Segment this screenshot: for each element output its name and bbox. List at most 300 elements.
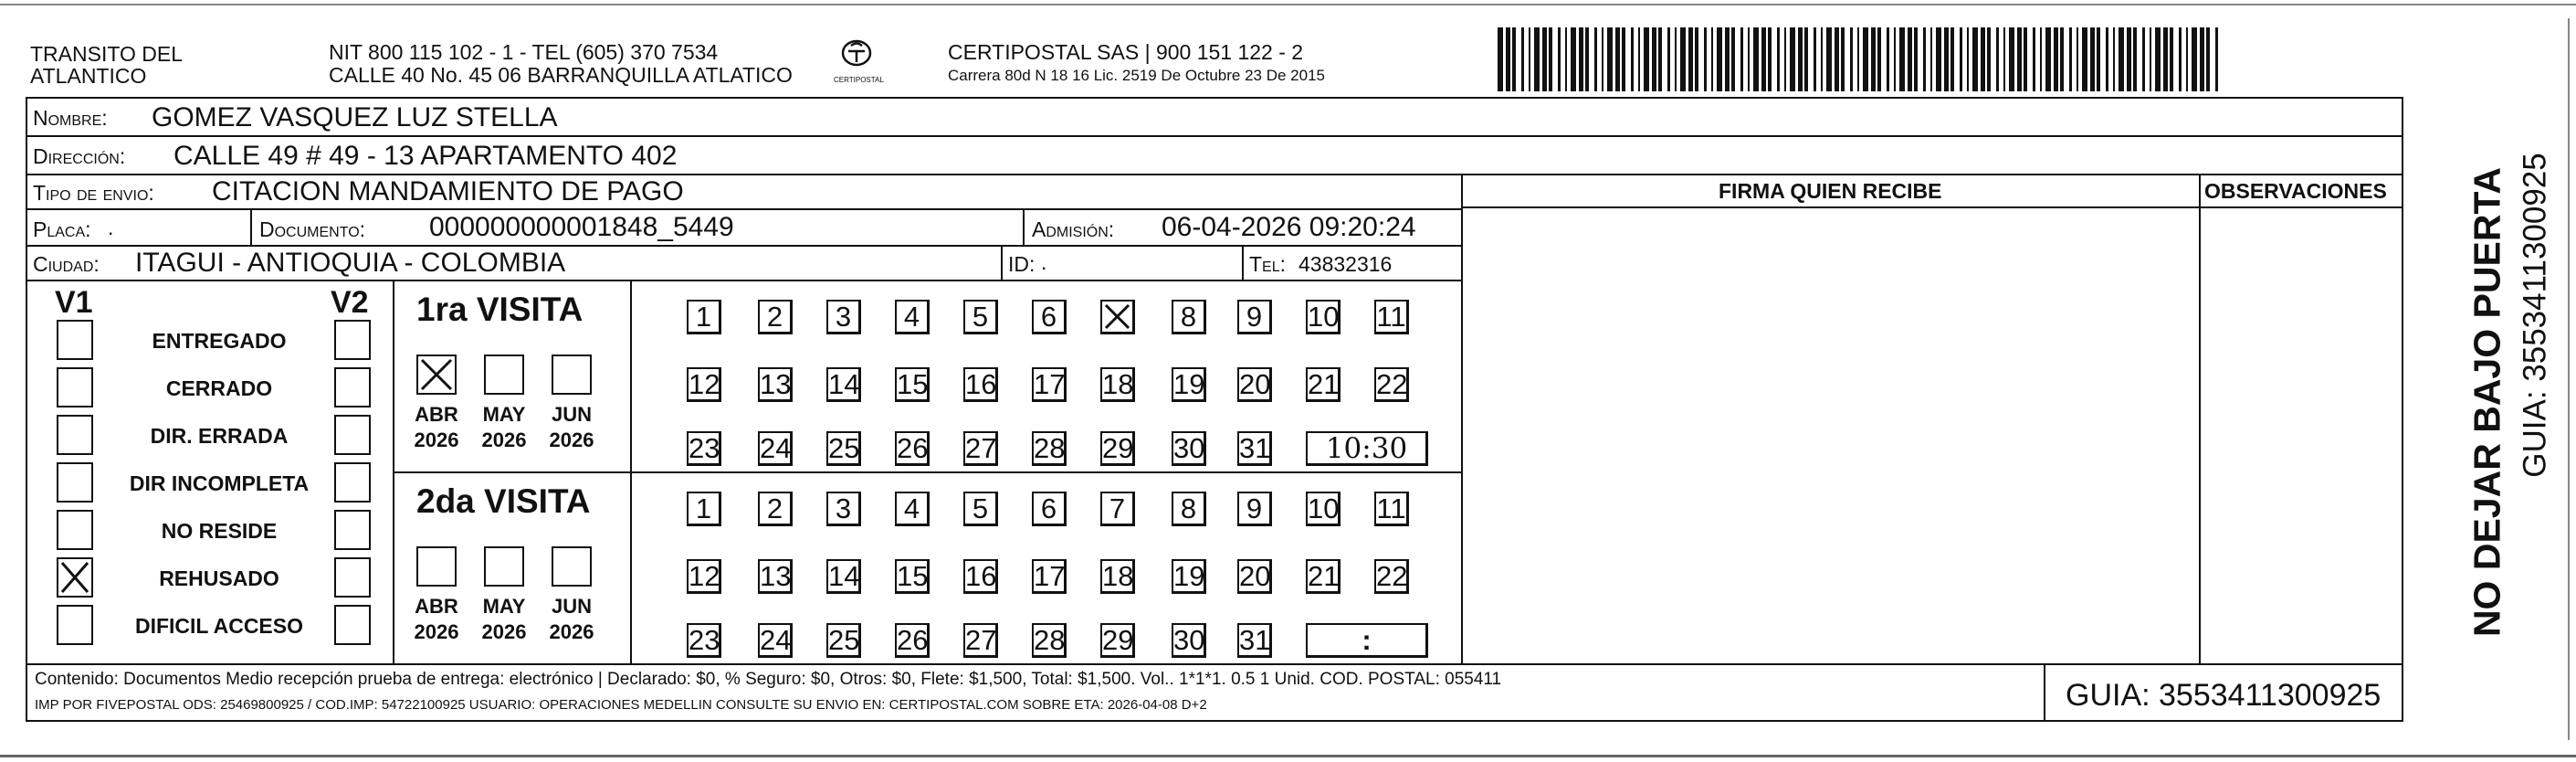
day-box[interactable]: [1306, 300, 1341, 334]
day-number: 8: [1180, 301, 1197, 333]
day-number: 8: [1180, 492, 1197, 524]
barcode-bar: [1826, 27, 1832, 91]
v1-checkbox[interactable]: [57, 510, 93, 550]
day-box[interactable]: [758, 623, 793, 658]
day-number: 27: [965, 432, 997, 464]
day-number: 19: [1173, 560, 1205, 592]
month-checkbox[interactable]: [552, 546, 592, 587]
day-box[interactable]: [1032, 431, 1067, 466]
day-number: 26: [897, 624, 929, 656]
year-label: 2026: [481, 429, 527, 451]
day-box[interactable]: [1374, 492, 1409, 526]
day-box[interactable]: [895, 559, 930, 594]
barcode-bar: [2142, 27, 2145, 91]
nombre-value: GOMEZ VASQUEZ LUZ STELLA: [152, 102, 558, 132]
day-box[interactable]: [1100, 623, 1135, 658]
barcode-bar: [1506, 27, 1510, 91]
barcode-bar: [2106, 27, 2108, 91]
day-box[interactable]: [963, 431, 998, 466]
day-box[interactable]: [1172, 623, 1206, 658]
day-number: 10: [1308, 301, 1340, 333]
barcode-bar: [2215, 27, 2218, 91]
col-line: [1001, 245, 1003, 280]
certipostal-logo: [834, 38, 884, 90]
day-box[interactable]: [1237, 623, 1272, 658]
year-label: 2026: [481, 620, 527, 643]
day-number: 15: [897, 560, 929, 592]
day-number: 23: [689, 432, 720, 464]
day-number: 14: [828, 560, 860, 592]
day-number: 30: [1173, 624, 1205, 656]
row-line: [26, 174, 2403, 175]
day-box[interactable]: [1374, 367, 1409, 402]
day-box[interactable]: [687, 492, 721, 526]
day-box[interactable]: [1172, 431, 1206, 466]
tipo-envio-value: CITACION MANDAMIENTO DE PAGO: [212, 176, 684, 206]
day-number: 29: [1102, 624, 1134, 656]
day-box[interactable]: [826, 367, 861, 402]
day-box[interactable]: [1032, 623, 1067, 658]
v1-checkbox[interactable]: [57, 462, 93, 503]
barcode-bar: [2113, 27, 2115, 91]
status-label: REHUSADO: [159, 566, 279, 590]
logo-mark-icon: [835, 38, 878, 75]
v2-checkbox[interactable]: [334, 557, 371, 598]
day-number: 9: [1246, 301, 1263, 333]
barcode-bar: [2003, 27, 2005, 91]
barcode-bar: [1798, 27, 1803, 91]
day-box[interactable]: [1237, 367, 1272, 402]
barcode-bar: [1711, 27, 1713, 91]
barcode: [1498, 27, 2228, 91]
barcode-bar: [1748, 27, 1750, 91]
imp-line: IMP POR FIVEPOSTAL ODS: 25469800925 / COD.IMP: 54722100925 USUARIO: OPERACIONES MEDELLIN CONSULTE SU ENVIO EN: CERTIPOSTAL.COM SOBRE ETA: 2026-04-08 D+2: [35, 697, 1207, 713]
day-box[interactable]: [826, 623, 861, 658]
barcode-bar: [1542, 27, 1547, 91]
day-number: 11: [1376, 492, 1406, 524]
tipo-envio-label: Tipo de envio:: [33, 181, 154, 205]
barcode-bar: [1680, 27, 1686, 91]
x-mark-icon: [418, 356, 455, 393]
barcode-bar: [1571, 27, 1576, 91]
barcode-bar: [2069, 27, 2072, 91]
day-number: 12: [689, 560, 720, 592]
day-box[interactable]: [1306, 559, 1341, 594]
id-label: ID:: [1008, 252, 1036, 276]
day-box[interactable]: [687, 367, 721, 402]
barcode-bar: [1753, 27, 1759, 91]
day-box[interactable]: [1032, 367, 1067, 402]
barcode-bar: [2024, 27, 2027, 91]
day-number: 16: [965, 560, 997, 592]
documento-label: Documento:: [259, 217, 366, 241]
year-label: 2026: [414, 620, 459, 643]
company-name-line2: ATLANTICO: [30, 64, 147, 88]
barcode-bar: [2060, 27, 2064, 91]
day-box[interactable]: [826, 492, 861, 526]
barcode-bar: [1602, 27, 1603, 91]
day-box[interactable]: [687, 431, 721, 466]
vertical-title: NO DEJAR BAJO PUERTA: [2466, 166, 2508, 638]
barcode-bar: [2054, 27, 2058, 91]
barcode-bar: [1996, 27, 1999, 91]
v1-label: V1: [55, 285, 93, 320]
admision-label: Admisión:: [1032, 217, 1115, 241]
day-number: 20: [1239, 560, 1271, 592]
placa-value: .: [108, 216, 114, 239]
day-number: 15: [897, 368, 929, 400]
year-label: 2026: [549, 620, 594, 643]
barcode-bar: [1622, 27, 1625, 91]
barcode-bar: [2082, 27, 2087, 91]
barcode-bar: [2163, 27, 2168, 91]
day-box[interactable]: [1237, 300, 1272, 334]
barcode-bar: [1731, 27, 1735, 91]
barcode-bar: [1784, 27, 1786, 91]
visit-split-line: [393, 471, 1461, 473]
day-number: 31: [1239, 624, 1271, 656]
day-box[interactable]: [1237, 559, 1272, 594]
month-checkbox[interactable]: [484, 546, 524, 587]
day-number: 17: [1034, 560, 1066, 592]
x-mark-icon: [58, 559, 91, 596]
day-number: 25: [828, 624, 860, 656]
barcode-bar: [2150, 27, 2151, 91]
v2-label: V2: [331, 285, 369, 320]
barcode-bar: [1981, 27, 1985, 91]
barcode-bar: [1930, 27, 1932, 91]
day-number: 24: [760, 624, 792, 656]
v1-checkbox[interactable]: [57, 605, 93, 645]
barcode-bar: [1877, 27, 1881, 91]
barcode-bar: [1899, 27, 1905, 91]
barcode-bar: [1740, 27, 1743, 91]
barcode-bar: [2133, 27, 2137, 91]
day-box[interactable]: [687, 623, 721, 658]
day-number: 18: [1102, 560, 1134, 592]
v2-checkbox[interactable]: [334, 320, 371, 360]
day-box[interactable]: [895, 300, 930, 334]
day-box[interactable]: [963, 492, 998, 526]
day-number: 13: [760, 368, 792, 400]
barcode-bar: [2009, 27, 2014, 91]
barcode-bar: [1936, 27, 1941, 91]
col-line: [250, 208, 252, 245]
bottom-edge: [0, 755, 2576, 757]
v2-checkbox[interactable]: [334, 367, 371, 407]
day-box[interactable]: [963, 367, 998, 402]
day-box[interactable]: [963, 559, 998, 594]
day-number: 29: [1102, 432, 1134, 464]
row-line: [26, 280, 1461, 281]
month-checkbox[interactable]: [416, 546, 457, 587]
barcode-bar: [1549, 27, 1552, 91]
v1-checkbox[interactable]: [57, 320, 93, 360]
day-number: 28: [1034, 432, 1066, 464]
barcode-bar: [1887, 27, 1889, 91]
barcode-bar: [1594, 27, 1597, 91]
day-box[interactable]: [1374, 300, 1409, 334]
day-number: 23: [689, 624, 720, 656]
day-box[interactable]: [1100, 300, 1135, 334]
year-label: 2026: [414, 429, 459, 451]
day-box[interactable]: [1172, 559, 1206, 594]
day-box[interactable]: [895, 367, 930, 402]
day-number: 27: [965, 624, 997, 656]
barcode-bar: [1695, 27, 1698, 91]
barcode-bar: [1638, 27, 1640, 91]
day-number: 6: [1040, 301, 1057, 333]
barcode-bar: [2090, 27, 2095, 91]
day-box[interactable]: [895, 492, 930, 526]
barcode-bar: [2077, 27, 2078, 91]
v2-checkbox[interactable]: [334, 462, 371, 503]
status-label: DIFICIL ACCESO: [134, 614, 303, 638]
right-edge: [2568, 18, 2570, 740]
barcode-bar: [2200, 27, 2204, 91]
day-number: 4: [903, 492, 920, 524]
day-box[interactable]: [1306, 367, 1341, 402]
month-label: MAY: [482, 595, 526, 618]
day-number: 28: [1034, 624, 1066, 656]
time-box[interactable]: 10:30: [1306, 431, 1428, 466]
barcode-bar: [1529, 27, 1530, 91]
day-number: 7: [1109, 492, 1126, 524]
day-number: 24: [760, 432, 792, 464]
day-number: 14: [828, 368, 860, 400]
placa-label: Placa:: [33, 217, 91, 241]
day-number: 19: [1173, 368, 1205, 400]
barcode-bar: [1944, 27, 1949, 91]
barcode-bar: [1987, 27, 1991, 91]
day-number: 13: [760, 560, 792, 592]
barcode-bar: [1835, 27, 1839, 91]
status-label: DIR. ERRADA: [150, 424, 289, 448]
day-box[interactable]: [1032, 300, 1067, 334]
barcode-bar: [1804, 27, 1808, 91]
barcode-bar: [1644, 27, 1649, 91]
barcode-bar: [1914, 27, 1918, 91]
day-number: 9: [1246, 492, 1263, 524]
barcode-bar: [2045, 27, 2051, 91]
day-number: 21: [1308, 368, 1340, 400]
status-label: NO RESIDE: [161, 519, 278, 543]
ciudad-label: Ciudad:: [33, 252, 100, 276]
day-number: 4: [903, 301, 920, 333]
firma-header: FIRMA QUIEN RECIBE: [1719, 179, 1942, 203]
day-number: 22: [1376, 560, 1408, 592]
day-box[interactable]: [1100, 559, 1135, 594]
day-number: 11: [1376, 301, 1406, 333]
day-number: 25: [828, 432, 860, 464]
day-box[interactable]: [826, 431, 861, 466]
day-box[interactable]: [758, 559, 793, 594]
barcode-bar: [2127, 27, 2131, 91]
barcode-bar: [1565, 27, 1567, 91]
day-box[interactable]: [1306, 492, 1341, 526]
barcode-bar: [1725, 27, 1730, 91]
year-label: 2026: [549, 429, 594, 451]
day-number: 3: [835, 301, 852, 333]
day-box[interactable]: [1032, 559, 1067, 594]
day-number: 22: [1376, 368, 1408, 400]
barcode-bar: [1512, 27, 1516, 91]
day-box[interactable]: [758, 367, 793, 402]
barcode-bar: [1857, 27, 1859, 91]
day-box[interactable]: [1032, 492, 1067, 526]
barcode-bar: [2179, 27, 2182, 91]
x-mark-icon: [1102, 302, 1132, 332]
barcode-bar: [1615, 27, 1620, 91]
barcode-bar: [1667, 27, 1670, 91]
day-number: 20: [1239, 368, 1271, 400]
barcode-bar: [1675, 27, 1677, 91]
tel-value: 43832316: [1299, 252, 1393, 276]
day-box[interactable]: [1172, 300, 1206, 334]
barcode-bar: [1704, 27, 1707, 91]
day-box[interactable]: [1237, 431, 1272, 466]
col-line: [1023, 208, 1025, 245]
day-number: 31: [1239, 432, 1271, 464]
day-number: 12: [689, 368, 720, 400]
month-checkbox[interactable]: [484, 355, 524, 395]
v2-checkbox[interactable]: [334, 605, 371, 645]
barcode-bar: [1585, 27, 1589, 91]
barcode-bar: [1850, 27, 1853, 91]
day-box[interactable]: [687, 559, 721, 594]
day-number: 1: [695, 301, 712, 333]
company-name-line1: TRANSITO DEL: [30, 42, 183, 66]
day-number: 6: [1040, 492, 1057, 524]
time-box[interactable]: :: [1306, 623, 1428, 658]
tel-label: Tel:: [1249, 252, 1287, 276]
barcode-bar: [1960, 27, 1962, 91]
month-checkbox[interactable]: [416, 355, 457, 395]
barcode-bar: [2097, 27, 2100, 91]
direccion-label: Dirección:: [33, 144, 126, 168]
day-box[interactable]: [758, 492, 793, 526]
month-label: ABR: [415, 403, 458, 426]
address-line: CALLE 40 No. 45 06 BARRANQUILLA ATLATICO: [329, 63, 793, 87]
barcode-bar: [1579, 27, 1583, 91]
observaciones-header: OBSERVACIONES: [2204, 179, 2387, 203]
admision-value: 06-04-2026 09:20:24: [1162, 212, 1416, 242]
status-label: ENTREGADO: [152, 329, 287, 353]
barcode-bar: [1777, 27, 1780, 91]
barcode-bar: [1631, 27, 1634, 91]
status-label: CERRADO: [165, 376, 273, 400]
barcode-bar: [2206, 27, 2210, 91]
barcode-bar: [1821, 27, 1823, 91]
barcode-bar: [1498, 27, 1503, 91]
day-number: 1: [695, 492, 712, 524]
barcode-bar: [1871, 27, 1876, 91]
barcode-bar: [1658, 27, 1662, 91]
day-box[interactable]: [826, 559, 861, 594]
nombre-label: Nombre:: [33, 106, 108, 130]
barcode-bar: [1607, 27, 1613, 91]
col-line: [2044, 663, 2045, 722]
day-box[interactable]: [895, 623, 930, 658]
col-line: [2199, 174, 2201, 663]
row-line: [26, 135, 2403, 137]
day-number: 5: [972, 492, 989, 524]
day-number: 21: [1308, 560, 1340, 592]
contenido-line: Contenido: Documentos Medio recepción prueba de entrega: electrónico | Declarado: $0, % Seguro: $0, Otros: $0, Flete: $1,500, Total: $1,500. Vol.. 1*1*1. 0.5 1 Unid. COD. POSTAL: 055411: [35, 670, 1502, 689]
barcode-bar: [1894, 27, 1896, 91]
visit-title: 1ra VISITA: [416, 291, 584, 328]
documento-value: 000000000001848_5449: [429, 212, 734, 242]
barcode-bar: [1558, 27, 1561, 91]
barcode-bar: [2155, 27, 2161, 91]
day-box[interactable]: [687, 300, 721, 334]
day-number: 16: [965, 368, 997, 400]
row-line: [26, 245, 1461, 247]
vertical-guia: GUIA: 3553411300925: [2517, 153, 2553, 478]
day-box[interactable]: [1374, 559, 1409, 594]
nit-line: NIT 800 115 102 - 1 - TEL (605) 370 7534: [329, 40, 719, 64]
day-box[interactable]: [963, 300, 998, 334]
day-box[interactable]: [826, 300, 861, 334]
month-label: MAY: [482, 403, 526, 426]
month-checkbox[interactable]: [552, 355, 592, 395]
day-box[interactable]: [1237, 492, 1272, 526]
footer-guia: GUIA: 3553411300925: [2066, 678, 2381, 713]
day-number: 2: [766, 301, 783, 333]
day-number: 30: [1173, 432, 1205, 464]
barcode-bar: [1534, 27, 1540, 91]
id-value: .: [1041, 250, 1047, 274]
col-line: [1461, 174, 1463, 663]
day-box[interactable]: [758, 431, 793, 466]
row-line: [1461, 206, 2403, 208]
barcode-bar: [2017, 27, 2022, 91]
v2-checkbox[interactable]: [334, 510, 371, 550]
day-box[interactable]: [895, 431, 930, 466]
day-box[interactable]: [1172, 492, 1206, 526]
day-box[interactable]: [1100, 367, 1135, 402]
day-box[interactable]: [1172, 367, 1206, 402]
barcode-bar: [2170, 27, 2173, 91]
logo-text: CERTIPOSTAL: [834, 76, 884, 84]
barcode-bar: [1841, 27, 1845, 91]
v2-checkbox[interactable]: [334, 415, 371, 455]
day-number: 18: [1102, 368, 1134, 400]
v1-checkbox[interactable]: [57, 367, 93, 407]
col-line: [1242, 245, 1244, 280]
day-box[interactable]: [758, 300, 793, 334]
barcode-bar: [1950, 27, 1954, 91]
direccion-value: CALLE 49 # 49 - 13 APARTAMENTO 402: [173, 141, 678, 171]
barcode-bar: [1521, 27, 1524, 91]
month-label: ABR: [415, 595, 458, 618]
barcode-bar: [1652, 27, 1656, 91]
day-box[interactable]: [1100, 431, 1135, 466]
top-edge: [0, 4, 2576, 5]
barcode-bar: [1863, 27, 1868, 91]
day-box[interactable]: [963, 623, 998, 658]
barcode-bar: [2040, 27, 2042, 91]
v1-checkbox[interactable]: [57, 415, 93, 455]
barcode-bar: [1967, 27, 1969, 91]
v1-checkbox[interactable]: [57, 557, 93, 598]
footer-line: [26, 663, 2403, 665]
day-box[interactable]: [1100, 492, 1135, 526]
day-number: 3: [835, 492, 852, 524]
day-number: 26: [897, 432, 929, 464]
barcode-bar: [1814, 27, 1816, 91]
barcode-bar: [2186, 27, 2188, 91]
